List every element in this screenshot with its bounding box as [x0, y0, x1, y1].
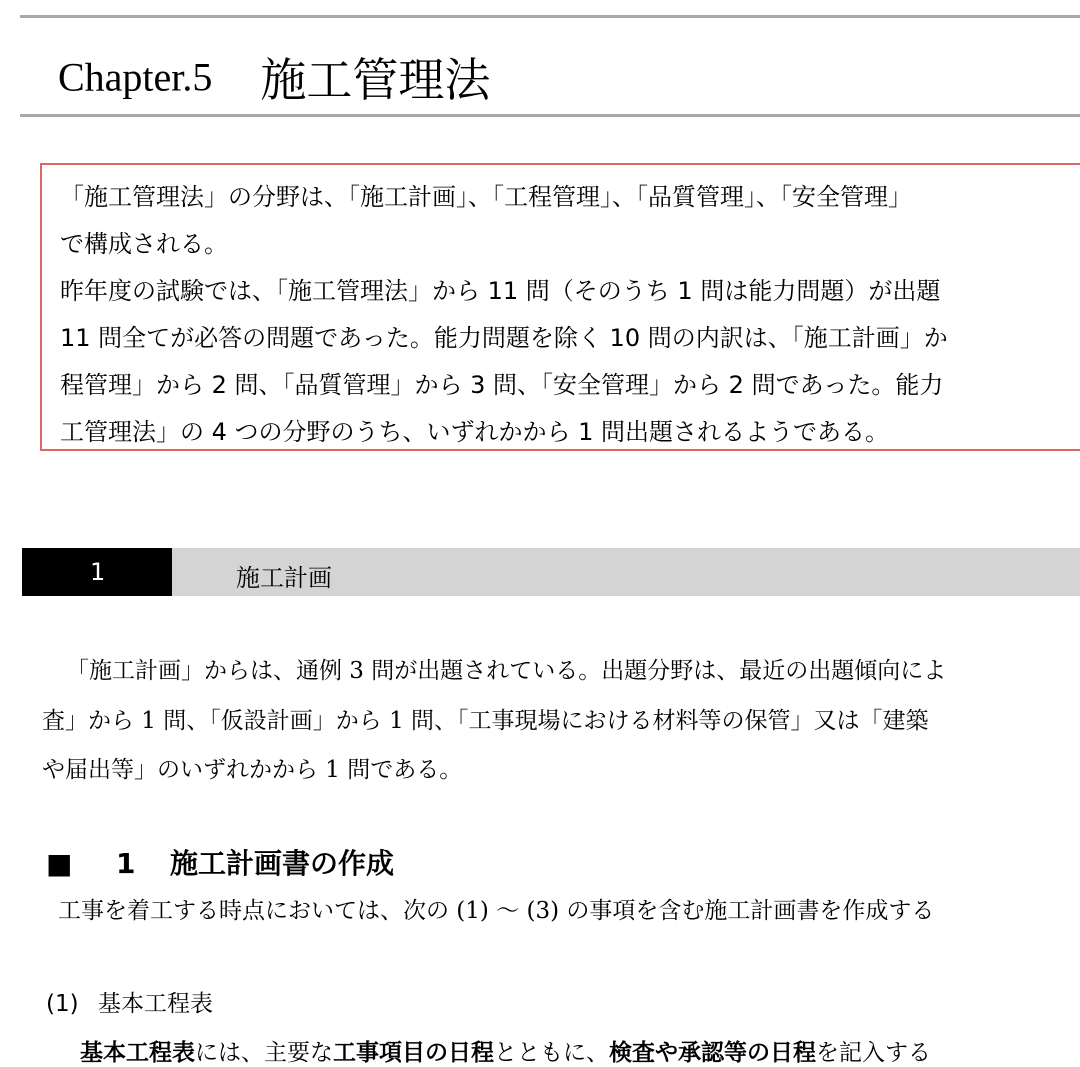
intro-line: 11 問全てが必答の問題であった。能力問題を除く 10 問の内訳は、「施工計画」か — [60, 324, 948, 352]
intro-line: 程管理」から 2 問、「品質管理」から 3 問、「安全管理」から 2 問であった。能力 — [60, 371, 944, 399]
item-title: 基本工程表 — [98, 991, 213, 1017]
subsection-body: 工事を着工する時点においては、次の (1) 〜 (3) の事項を含む施工計画書を作成する — [58, 898, 935, 924]
chapter-heading — [58, 44, 490, 110]
chapter-underline — [20, 114, 1080, 117]
chapter-title: 施工管理法 — [260, 53, 491, 107]
section-bar — [22, 548, 1080, 596]
item-text-bold: 工事項目の日程 — [333, 1039, 494, 1066]
item-text-plain: には、主要な — [195, 1040, 333, 1066]
intro-box — [40, 163, 1080, 451]
intro-line: 「施工管理法」の分野は、「施工計画」、「工程管理」、「品質管理」、「安全管理」 — [60, 183, 912, 211]
item-text — [80, 1034, 931, 1067]
section-body-line: 「施工計画」からは、通例 3 問が出題されている。出題分野は、最近の出題傾向によ — [66, 658, 947, 684]
item-text-plain: を記入する — [816, 1040, 931, 1066]
intro-line: 昨年度の試験では、「施工管理法」から 11 問（そのうち 1 問は能力問題）が出題 — [60, 277, 941, 305]
square-bullet-icon: ■ — [46, 847, 73, 880]
subsection-title: 施工計画書の作成 — [170, 847, 395, 880]
intro-line: 工管理法」の 4 つの分野のうち、いずれかから 1 問出題されるようである。 — [60, 418, 890, 446]
item-text-bold: 基本工程表 — [80, 1039, 195, 1066]
subsection-number: 1 — [116, 847, 136, 880]
intro-line: で構成される。 — [60, 230, 228, 258]
item-text-bold: 検査や承認等の日程 — [609, 1039, 816, 1066]
subsection-heading — [46, 842, 394, 882]
item-heading — [46, 985, 213, 1018]
chapter-number: Chapter.5 — [58, 54, 213, 100]
section-body-line: や届出等」のいずれかから 1 問である。 — [42, 757, 463, 783]
item-label: (1) — [46, 991, 79, 1017]
section-title: 施工計画 — [236, 564, 332, 592]
item-text-plain: とともに、 — [494, 1040, 609, 1066]
section-number: 1 — [90, 558, 106, 586]
top-rule — [20, 15, 1080, 18]
section-body-line: 査」から 1 問、「仮設計画」から 1 問、「工事現場における材料等の保管」又は「建築 — [42, 708, 929, 734]
